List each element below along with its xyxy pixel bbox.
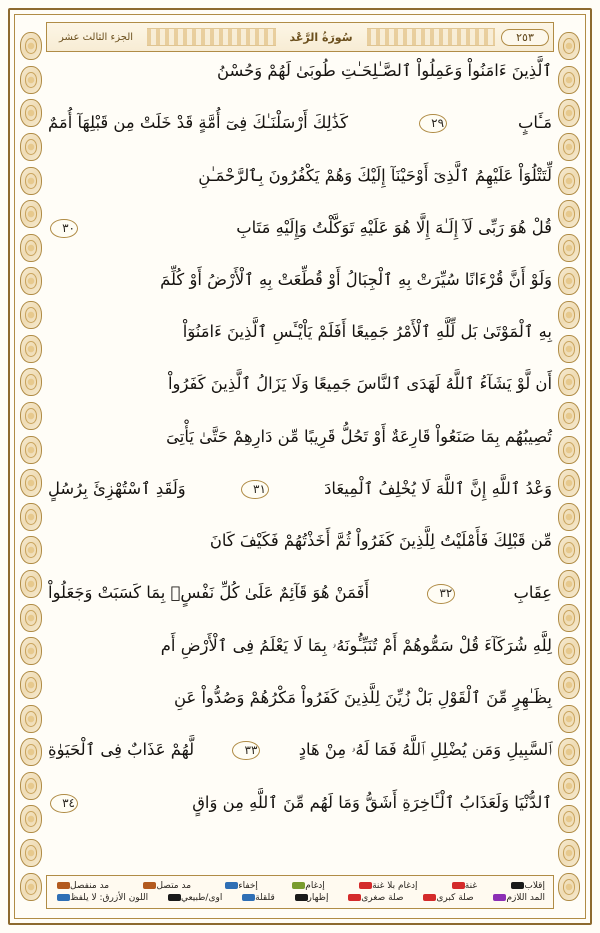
ornament-medallion [558,772,580,800]
ornament-medallion [558,32,580,60]
tajweed-legend-label: إخفاء [238,881,258,891]
ayah-number-marker: ٣٢ [427,584,455,603]
ornament-medallion [558,604,580,632]
ornament-medallion [558,839,580,867]
tajweed-legend-label: مد منفصل [70,881,110,891]
quran-line-text: لِّتَتْلُوَاْ عَلَيْهِمُ ٱلَّذِىٓ أَوْحَيْنَآ إِلَيْكَ وَهُمْ يَكْفُرُونَ بِٱلرَّحْمَـٰنِ [198,165,552,185]
ornament-medallion [558,267,580,295]
ornament-medallion [558,536,580,564]
tajweed-legend-label: إدغام [305,881,325,891]
tajweed-legend-row-1 [53,880,547,892]
ayah-number-marker: ٣٣ [232,741,260,760]
ornament-medallion [20,436,42,464]
ornament-medallion [558,705,580,733]
ornament-medallion [20,705,42,733]
ornament-medallion [558,873,580,901]
ornament-medallion [558,469,580,497]
tajweed-legend-item [288,881,327,891]
ayah-number-marker: ٢٩ [419,114,447,133]
quran-line [48,741,552,760]
header-ornament-left [147,28,276,46]
tajweed-color-swatch [452,882,465,889]
tajweed-legend-label: إدغام بلا غنة [372,881,418,891]
quran-line-text: مَـَٔابٍ [517,113,552,133]
tajweed-legend-label: غنة [464,881,478,891]
right-ornament-band [556,26,582,907]
ornament-medallion [558,738,580,766]
tajweed-legend-item [164,893,224,903]
juz-label: الجزء الثالث عشر [59,31,134,43]
quran-line-text: ٱلسَّبِيلِ وَمَن يُضْلِلِ ٱللَّهُ فَمَا لَهُۥ مِنْ هَادٍ [298,740,552,760]
tajweed-legend-label: قلقلة [255,893,275,903]
ornament-medallion [558,402,580,430]
tajweed-color-swatch [143,882,156,889]
tajweed-legend-item [419,893,475,903]
quran-line [48,219,552,238]
page-header [46,22,554,52]
quran-line-text: لِلَّهِ شُرَكَآءَ قُلْ سَمُّوهُمْ أَمْ تُنَبِّـُٔونَهُۥ بِمَا لَا يَعْلَمُ فِى ٱلْأَرْضِ أَم [160,635,552,655]
ayah-number-marker: ٣١ [241,480,269,499]
tajweed-legend-label: صلة صغرى [361,893,404,903]
ornament-medallion [20,335,42,363]
ornament-medallion [558,167,580,195]
quran-line-text: أَن لَّوْ يَشَآءُ ٱللَّهُ لَهَدَى ٱلنَّاسَ جَمِيعًا وَلَا يَزَالُ ٱلَّذِينَ كَفَرُواْ [167,374,552,394]
ornament-medallion [20,873,42,901]
quran-line [48,428,552,447]
tajweed-legend-item [355,881,419,891]
tajweed-color-swatch [57,882,70,889]
quran-line [48,271,552,290]
ornament-medallion [20,234,42,262]
tajweed-legend-label: صلة كبرى [436,893,474,903]
ornament-medallion [558,637,580,665]
quran-line [48,375,552,394]
quran-line-text: عِقَابِ [513,583,552,603]
ornament-medallion [20,772,42,800]
ornament-medallion [20,671,42,699]
ornament-medallion [20,167,42,195]
quran-line-text-continued: أَفَمَنْ هُوَ قَآئِمٌ عَلَىٰ كُلِّ نَفْسٍۭ بِمَا كَسَبَتْ وَجَعَلُواْ [48,583,370,603]
tajweed-legend-item [489,893,547,903]
tajweed-color-swatch [242,894,255,901]
quran-line-text: بِهِ ٱلْمَوْتَىٰ بَل لِّلَّهِ ٱلْأَمْرُ جَمِيعًا أَفَلَمْ يَاْيْـَٔسِ ٱلَّذِينَ ءَامَنُوٓاْ [182,322,552,342]
tajweed-legend-item [53,881,111,891]
quran-line-text-continued: وَلَقَدِ ٱسْتُهْزِئَ بِرُسُلٍ [48,478,186,498]
ornament-medallion [20,99,42,127]
tajweed-color-swatch [292,882,305,889]
ornament-medallion [20,301,42,329]
tajweed-legend-label: اللون الأزرق: لا يلفظ [70,893,149,903]
ornament-medallion [20,368,42,396]
ornament-medallion [20,637,42,665]
ornament-medallion [558,335,580,363]
ornament-medallion [20,32,42,60]
ornament-medallion [20,536,42,564]
quran-line-text: وَعْدُ ٱللَّهِ إِنَّ ٱللَّهَ لَا يُخْلِفُ ٱلْمِيعَادَ [324,478,552,498]
quran-line [48,689,552,708]
quran-line [48,794,552,813]
tajweed-color-swatch [57,894,70,901]
quran-line-text: ٱلدُّنْيَا وَلَعَذَابُ ٱلْـَٔاخِرَةِ أَشَقُّ وَمَا لَهُم مِّنَ ٱللَّهِ مِن وَاقٍ [192,792,552,812]
quran-line-text: بِظَـٰهِرٍ مِّنَ ٱلْقَوْلِ بَلْ زُيِّنَ لِلَّذِينَ كَفَرُواْ مَكْرُهُمْ وَصُدُّواْ عَنِ [173,687,552,707]
tajweed-legend-item [53,893,150,903]
tajweed-legend-item [139,881,193,891]
ornament-medallion [558,234,580,262]
tajweed-color-swatch [511,882,524,889]
tajweed-legend-item [291,893,331,903]
ornament-medallion [20,133,42,161]
ornament-medallion [20,503,42,531]
quran-line-text: تُصِيبُهُم بِمَا صَنَعُواْ قَارِعَةٌ أَوْ تَحُلُّ قَرِيبًا مِّن دَارِهِمْ حَتَّىٰ يَأْتِىَ [166,426,552,446]
tajweed-legend [46,875,554,909]
ornament-medallion [20,805,42,833]
quran-line-text: وَلَوْ أَنَّ قُرْءَانًا سُيِّرَتْ بِهِ ٱلْجِبَالُ أَوْ قُطِّعَتْ بِهِ ٱلْأَرْضُ أَوْ كُلِّمَ [160,270,552,290]
tajweed-color-swatch [295,894,308,901]
quran-line [48,323,552,342]
tajweed-color-swatch [348,894,361,901]
ornament-medallion [558,503,580,531]
quran-line-text-continued: لَّهُمْ عَذَابٌ فِى ٱلْحَيَوٰةِ [48,740,195,760]
tajweed-color-swatch [493,894,506,901]
ornament-medallion [558,805,580,833]
ornament-medallion [558,368,580,396]
tajweed-legend-label: إقلاب [524,881,545,891]
header-ornament-right [367,28,496,46]
tajweed-legend-label: اوى/طبيعي [180,893,223,903]
ornament-medallion [20,839,42,867]
quran-line-text-continued: كَذَٰلِكَ أَرْسَلْنَـٰكَ فِىٓ أُمَّةٍ قَدْ خَلَتْ مِن قَبْلِهَآ أُمَمٌ [48,113,349,133]
ayah-number-marker: ٣٠ [50,219,78,238]
quran-line [48,62,552,81]
ornament-medallion [558,570,580,598]
tajweed-legend-row-2 [53,892,547,904]
tajweed-legend-item [238,893,277,903]
tajweed-color-swatch [359,882,372,889]
quran-line [48,167,552,186]
ornament-medallion [558,99,580,127]
quran-line-text: ٱلَّذِينَ ءَامَنُواْ وَعَمِلُواْ ٱلصَّـٰلِحَـٰتِ طُوبَىٰ لَهُمْ وَحُسْنُ [217,61,552,80]
quran-text-body [48,62,552,813]
tajweed-legend-item [448,881,479,891]
surah-title: سُورَةُ الرَّعْد [289,30,353,44]
ornament-medallion [20,469,42,497]
tajweed-legend-item [507,881,547,891]
quran-line [48,584,552,603]
ornament-medallion [558,133,580,161]
tajweed-legend-item [221,881,260,891]
quran-line [48,480,552,499]
quran-line [48,532,552,551]
ornament-medallion [20,267,42,295]
ornament-medallion [558,436,580,464]
tajweed-legend-item [344,893,405,903]
ornament-medallion [558,66,580,94]
ornament-medallion [558,200,580,228]
quran-line-text: قُلْ هُوَ رَبِّى لَآ إِلَـٰهَ إِلَّا هُوَ عَلَيْهِ تَوَكَّلْتُ وَإِلَيْهِ مَتَابِ [236,217,552,237]
tajweed-legend-label: مد متصل [156,881,192,891]
ornament-medallion [558,671,580,699]
quran-line [48,637,552,656]
ornament-medallion [20,604,42,632]
tajweed-color-swatch [423,894,436,901]
quran-line-text: مِّن قَبْلِكَ فَأَمْلَيْتُ لِلَّذِينَ كَفَرُواْ ثُمَّ أَخَذْتُهُمْ فَكَيْفَ كَانَ [209,531,552,551]
tajweed-legend-label: إظهار [307,893,329,903]
left-ornament-band [18,26,44,907]
tajweed-color-swatch [225,882,238,889]
tajweed-legend-label: المد اللازم [506,893,545,903]
tajweed-color-swatch [168,894,181,901]
quran-line [48,114,552,133]
ornament-medallion [558,301,580,329]
ornament-medallion [20,570,42,598]
page-number: ٢٥٣ [501,29,549,46]
ornament-medallion [20,738,42,766]
ayah-number-marker: ٣٤ [50,794,78,813]
ornament-medallion [20,66,42,94]
ornament-medallion [20,402,42,430]
ornament-medallion [20,200,42,228]
